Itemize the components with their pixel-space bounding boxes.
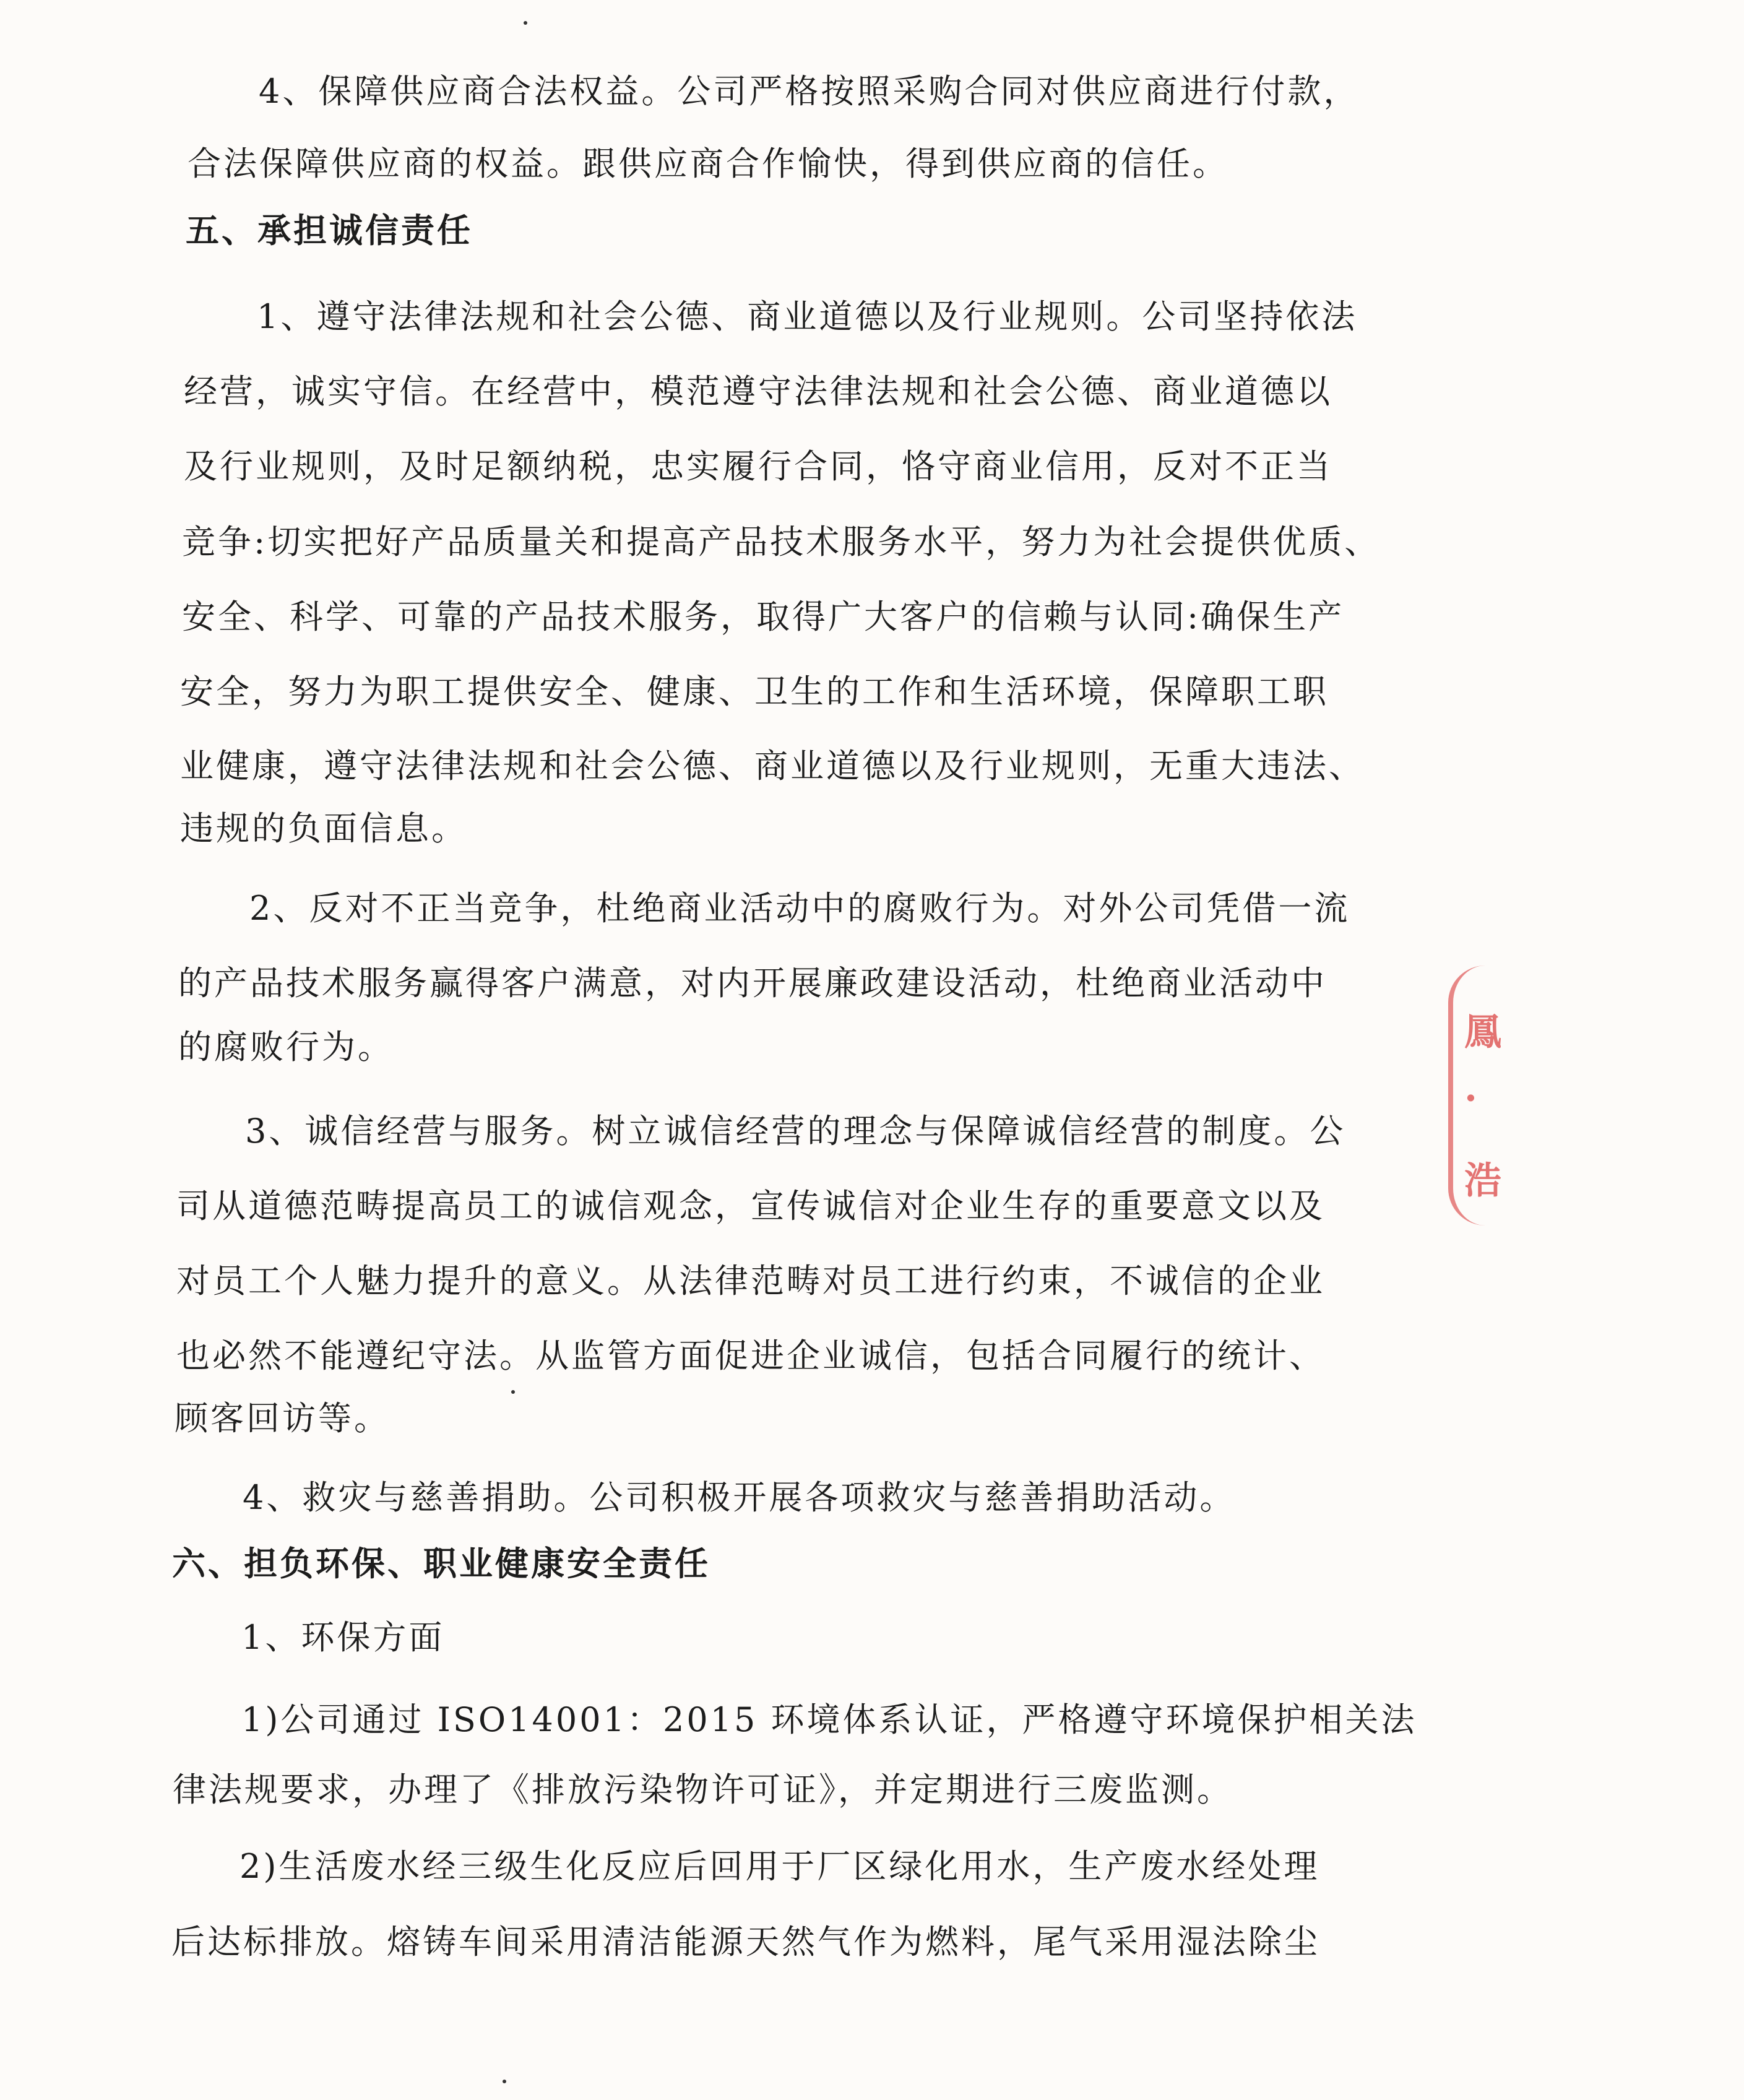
section-heading: 五、承担诚信责任 xyxy=(186,210,473,250)
text-line: 安全、科学、可靠的产品技术服务，取得广大客户的信赖与认同:确保生产 xyxy=(182,597,1345,636)
text-line: 1、遵守法律法规和社会公德、商业道德以及行业规则。公司坚持依法 xyxy=(257,297,1358,336)
text-line: 竞争:切实把好产品质量关和提高产品技术服务水平，努力为社会提供优质、 xyxy=(182,522,1381,561)
seal-glyph: 鳳 xyxy=(1464,1011,1501,1054)
text-line: 律法规要求，办理了《排放污染物许可证》，并定期进行三废监测。 xyxy=(173,1770,1233,1809)
text-line: 及行业规则，及时足额纳税，忠实履行合同，恪守商业信用，反对不正当 xyxy=(184,447,1332,486)
scan-speck xyxy=(503,2080,506,2083)
text-line: 2、反对不正当竞争，杜绝商业活动中的腐败行为。对外公司凭借一流 xyxy=(249,889,1350,928)
text-line: 业健康，遵守法律法规和社会公德、商业道德以及行业规则，无重大违法、 xyxy=(180,746,1365,785)
seal-glyph: · xyxy=(1464,1077,1477,1120)
text-line: 2)生活废水经三级生化反应后回用于厂区绿化用水，生产废水经处理 xyxy=(240,1847,1320,1886)
section-heading: 六、担负环保、职业健康安全责任 xyxy=(172,1544,710,1583)
text-line: 对员工个人魅力提升的意义。从法律范畴对员工进行约束，不诚信的企业 xyxy=(176,1261,1325,1300)
text-line: 3、诚信经营与服务。树立诚信经营的理念与保障诚信经营的制度。公 xyxy=(245,1112,1346,1151)
text-line: 司从道德范畴提高员工的诚信观念，宣传诚信对企业生存的重要意文以及 xyxy=(176,1186,1325,1225)
text-line: 的产品技术服务赢得客户满意，对内开展廉政建设活动，杜绝商业活动中 xyxy=(178,964,1327,1003)
scan-speck xyxy=(524,21,527,25)
text-line: 4、救灾与慈善捐助。公司积极开展各项救灾与慈善捐助活动。 xyxy=(243,1478,1236,1517)
text-line: 后达标排放。熔铸车间采用清洁能源天然气作为燃料，尾气采用湿法除尘 xyxy=(171,1922,1320,1961)
text-line: 1)公司通过 ISO14001：2015 环境体系认证，严格遵守环境保护相关法 xyxy=(241,1700,1417,1739)
text-line: 经营，诚实守信。在经营中，模范遵守法律法规和社会公德、商业道德以 xyxy=(184,372,1332,411)
text-line: 的腐败行为。 xyxy=(178,1027,394,1066)
text-line: 合法保障供应商的权益。跟供应商合作愉快，得到供应商的信任。 xyxy=(188,144,1228,183)
text-line: 顾客回访等。 xyxy=(175,1399,390,1438)
text-line: 也必然不能遵纪守法。从监管方面促进企业诚信，包括合同履行的统计、 xyxy=(176,1336,1325,1375)
red-seal-stamp xyxy=(1448,966,1540,1225)
scan-speck xyxy=(511,1390,515,1394)
text-line: 4、保障供应商合法权益。公司严格按照采购合同对供应商进行付款， xyxy=(259,72,1360,111)
text-line: 安全，努力为职工提供安全、健康、卫生的工作和生活环境，保障职工职 xyxy=(180,672,1329,711)
seal-glyph: 浩 xyxy=(1464,1159,1501,1203)
text-line: 1、环保方面 xyxy=(241,1618,445,1657)
text-line: 违规的负面信息。 xyxy=(180,809,467,848)
